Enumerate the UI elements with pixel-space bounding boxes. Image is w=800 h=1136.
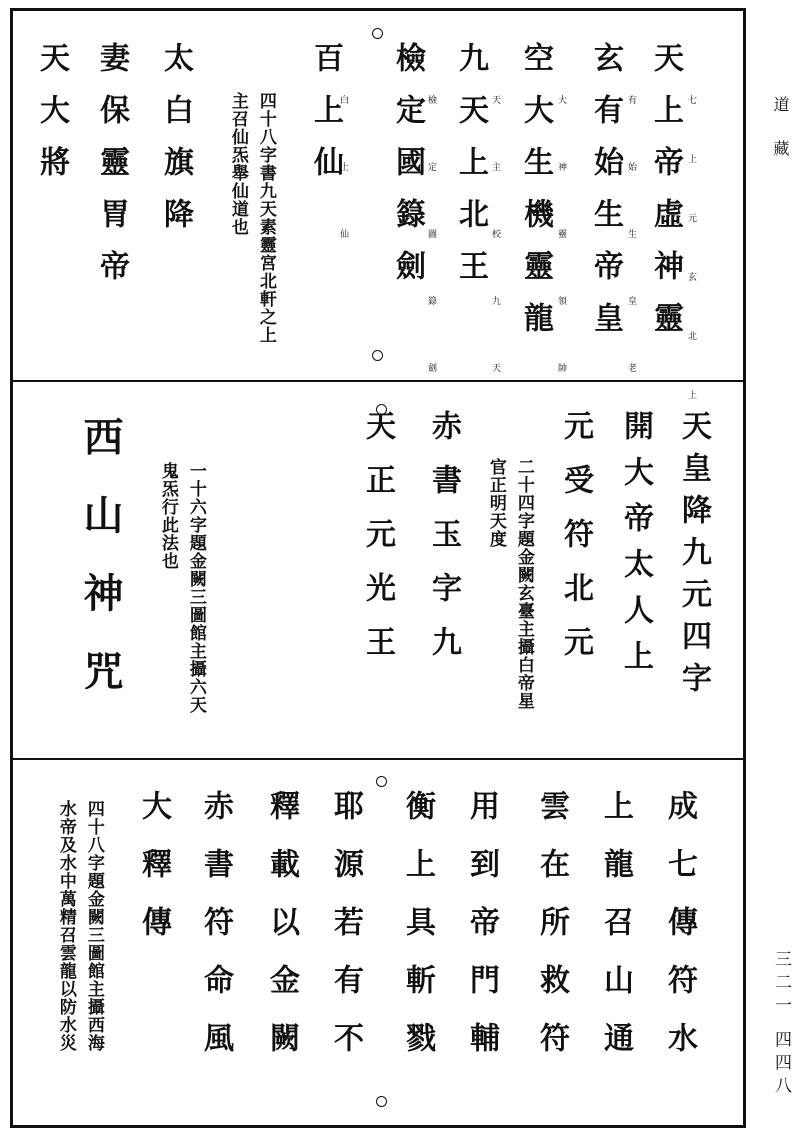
seal-column: 天上帝虛神靈 bbox=[648, 42, 683, 354]
seal-column: 大釋傳 bbox=[136, 790, 171, 964]
seal-column: 成七傳符水 bbox=[662, 790, 697, 1080]
seal-column: 百上仙 bbox=[308, 42, 343, 198]
seal-column: 用到帝門輔 bbox=[464, 790, 499, 1080]
circle-mark bbox=[372, 28, 383, 39]
seal-column: 檢定國籙劍 bbox=[390, 42, 425, 302]
caption-line: 一十六字題金闕三圖館主攝六天 bbox=[185, 462, 206, 714]
caption-line: 鬼炁行此法也 bbox=[157, 462, 178, 570]
seal-column: 天皇降九元四字 bbox=[676, 410, 711, 704]
annotation-column: 有始生皇老 bbox=[626, 95, 636, 430]
seal-column: 元受符北元 bbox=[558, 410, 593, 680]
seal-column: 妻保靈胃帝 bbox=[94, 42, 129, 302]
seal-column: 開大帝太人上 bbox=[618, 410, 653, 686]
seal-column: 天正元光王 bbox=[360, 410, 395, 680]
annotation-column: 天主校九天 bbox=[490, 95, 500, 430]
section-divider-2 bbox=[10, 758, 746, 760]
caption-line: 四十八字題金闕三圖館主攝西海 bbox=[83, 800, 104, 1052]
seal-column: 太白旗降 bbox=[158, 42, 193, 250]
seal-column: 西山神咒 bbox=[77, 416, 124, 728]
caption-line: 主召仙炁舉仙道也 bbox=[227, 92, 248, 236]
annotation-column: 檢定圖籙劍 bbox=[426, 95, 436, 430]
circle-mark bbox=[376, 1096, 387, 1107]
annotation-column: 七上元玄北上 bbox=[686, 95, 696, 449]
annotation-column: 白上仙 bbox=[338, 95, 348, 296]
seal-column: 雲在所救符 bbox=[534, 790, 569, 1080]
seal-column: 釋載以金闕 bbox=[264, 790, 299, 1080]
annotation-column: 大神靈領帥 bbox=[556, 95, 566, 430]
caption-line: 官正明天度 bbox=[485, 458, 506, 548]
seal-column: 赤書玉字九 bbox=[426, 410, 461, 680]
seal-column: 赤書符命風 bbox=[198, 790, 233, 1080]
circle-mark bbox=[376, 776, 387, 787]
circle-mark bbox=[372, 350, 383, 361]
book-title: 道 藏 bbox=[771, 96, 790, 162]
seal-column: 耶源若有不 bbox=[328, 790, 363, 1080]
seal-column: 上龍召山通 bbox=[598, 790, 633, 1080]
page-number: 三二一 四四八 bbox=[771, 950, 791, 1100]
seal-column: 玄有始生帝皇 bbox=[588, 42, 623, 354]
caption-line: 水帝及水中萬精召雲龍以防水災 bbox=[55, 800, 76, 1052]
seal-column: 九天上北王 bbox=[453, 42, 488, 302]
caption-line: 二十四字題金闕玄臺主攝白帝星 bbox=[513, 458, 534, 710]
seal-column: 衡上具斬戮 bbox=[400, 790, 435, 1080]
caption-line: 四十八字書九天素靈宮北軒之上 bbox=[255, 92, 276, 344]
seal-column: 空大生機靈龍 bbox=[518, 42, 553, 354]
seal-column: 天大將 bbox=[34, 42, 69, 198]
